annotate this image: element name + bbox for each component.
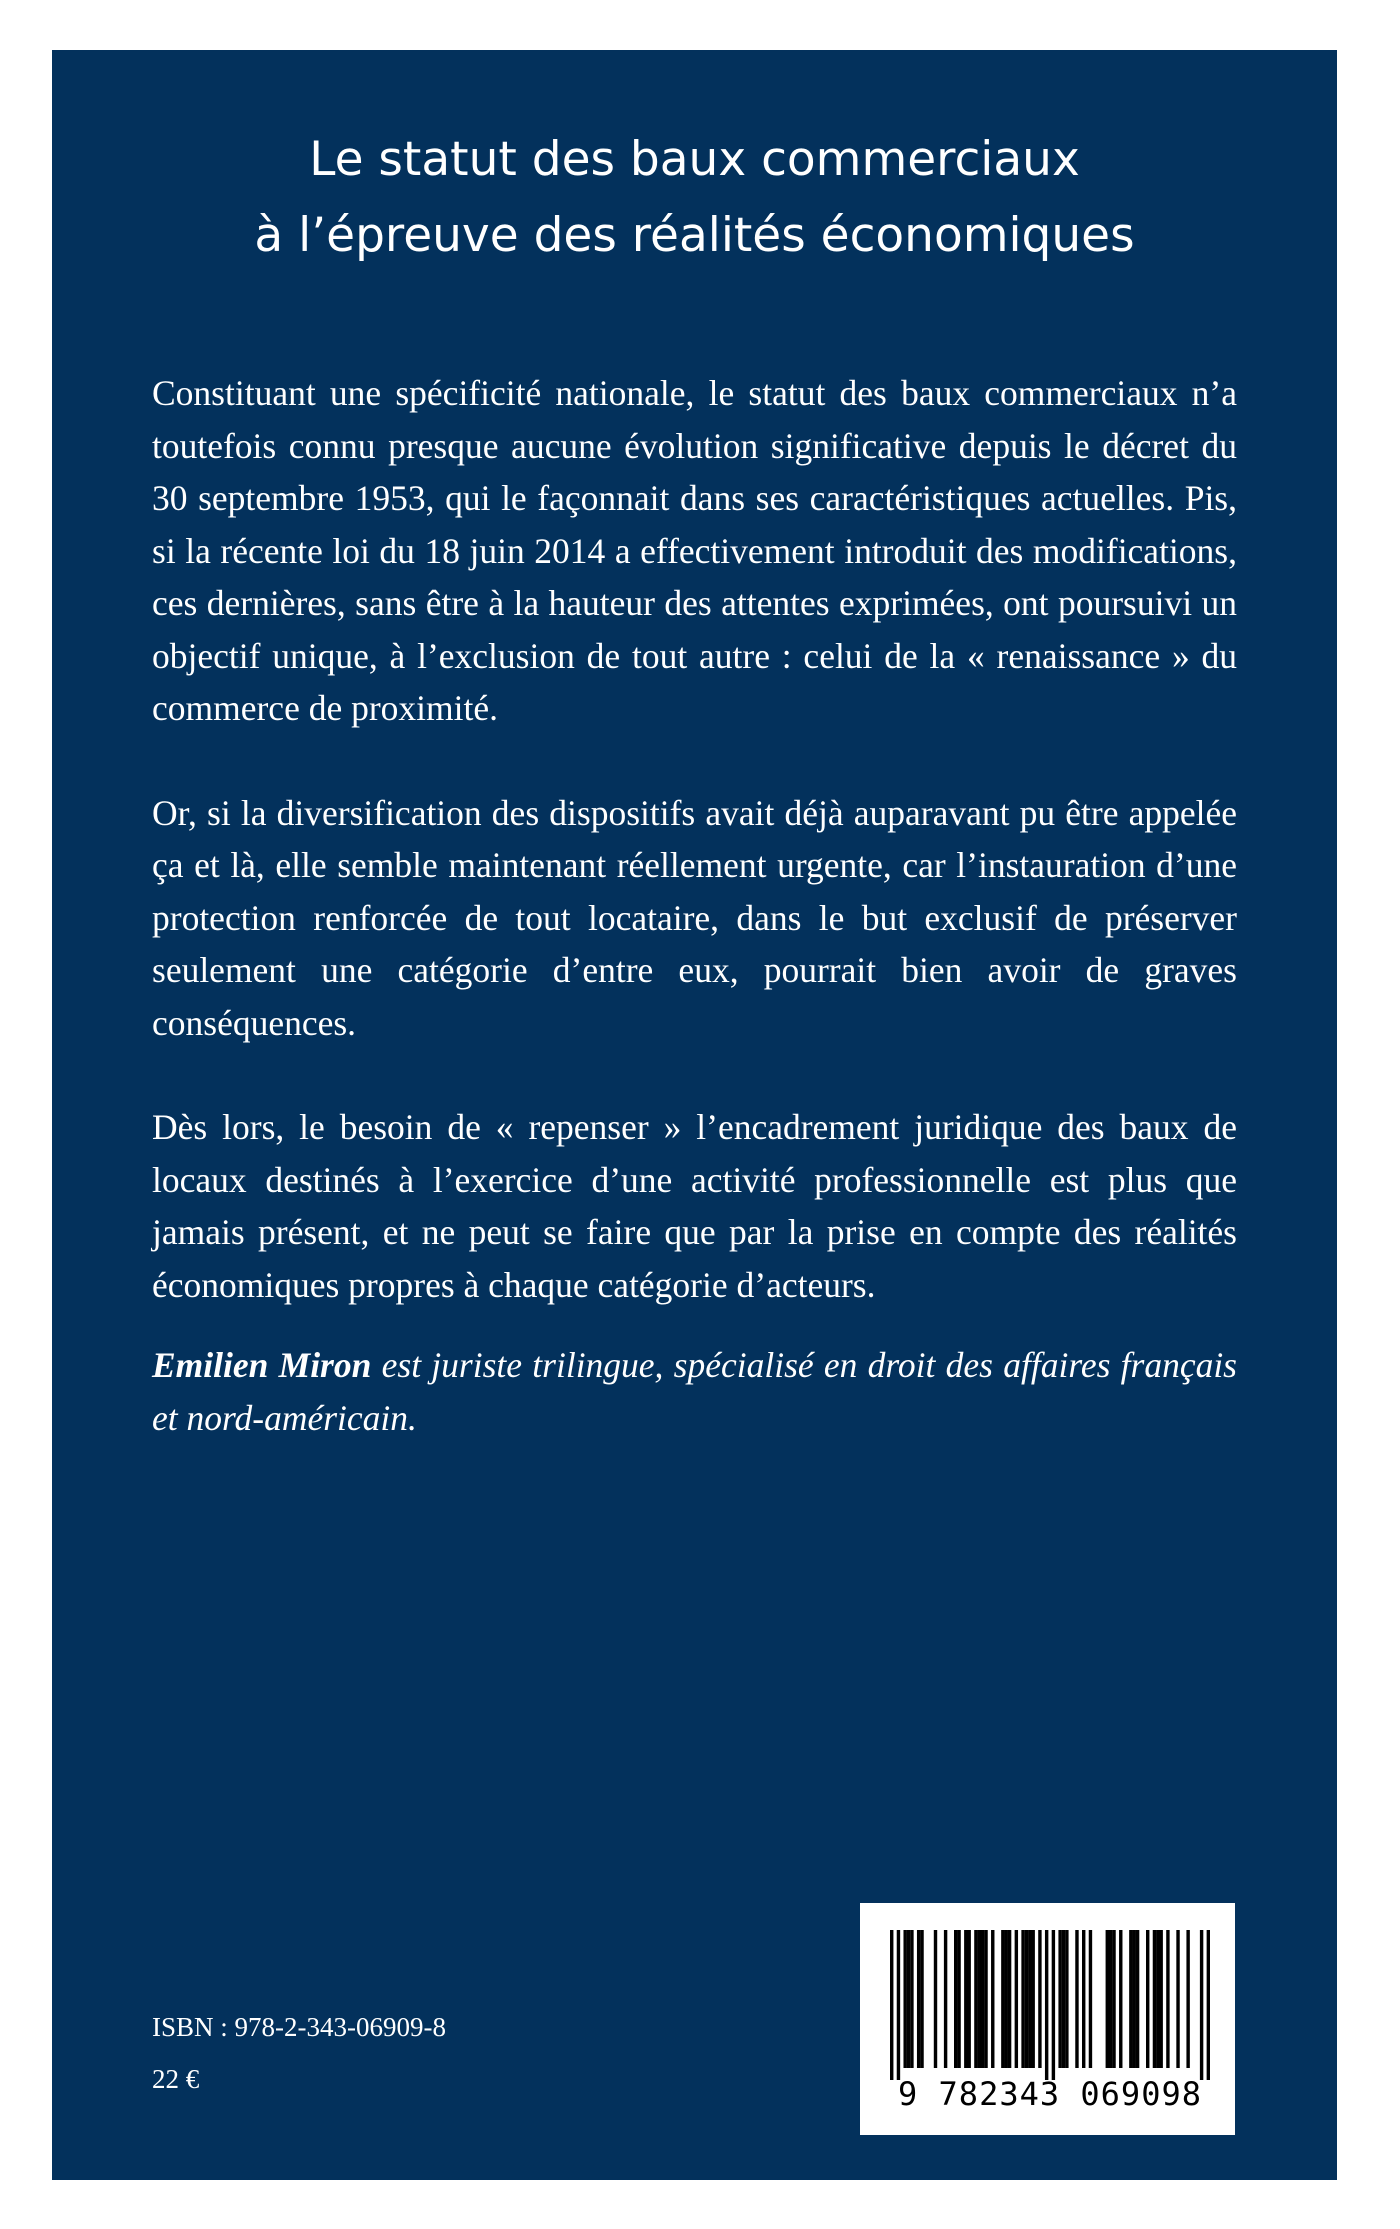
barcode-bar — [1021, 1930, 1024, 2068]
barcode-bar — [957, 1930, 960, 2068]
barcode-bar — [1062, 1930, 1065, 2068]
barcode-bar — [1207, 1930, 1210, 2080]
barcode-bar — [1133, 1930, 1136, 2068]
barcode-bar — [1112, 1930, 1115, 2068]
barcode-bar — [1200, 1930, 1203, 2080]
barcode-bar — [1052, 1930, 1055, 2080]
barcode-bar — [1156, 1930, 1159, 2068]
barcode-bar — [934, 1930, 937, 2068]
barcode-bar — [1045, 1930, 1048, 2080]
barcode-bar — [890, 1930, 893, 2080]
barcode-bar — [1001, 1930, 1004, 2068]
barcode-bar — [944, 1930, 947, 2068]
barcode-bar — [1186, 1930, 1189, 2068]
barcode-bar — [1146, 1930, 1149, 2068]
barcode-bar — [1176, 1930, 1179, 2068]
barcode-bar — [1008, 1930, 1011, 2068]
author-note — [152, 1339, 1237, 1444]
barcode — [860, 1903, 1235, 2135]
barcode-bar — [903, 1930, 906, 2068]
barcode-bar — [1031, 1930, 1034, 2068]
barcode-bar — [978, 1930, 981, 2068]
blurb-paragraph-1: Constituant une spécificité nationale, le statut des baux commerciaux n’a toutefois connu presque aucune évolution significative depuis le décret du 30 septembre 1953, qui le façonnait dans ses caractéristiques actuelles. Pis, si la récente loi du 18 juin 2014 a effectivement introduit des modifications, ces dernières, sans être à la hauteur des attentes exprimées, ont poursuivi un objectif unique, à l’exclusion de tout autre : celui de la « renaissance » du commerce de proximité. — [152, 373, 1237, 728]
barcode-bar — [1075, 1930, 1078, 2068]
barcode-bar — [1109, 1930, 1112, 2068]
book-title — [52, 122, 1337, 274]
blurb-paragraph-3: Dès lors, le besoin de « repenser » l’encadrement juridique des baux de locaux destinés à l’exercice d’une activité professionnelle est plus que jamais présent, et ne peut se faire que par la prise en compte des réalités économiques propres à chaque catégorie d’acteurs. — [152, 1107, 1237, 1305]
barcode-bar — [954, 1930, 957, 2068]
barcode-bar — [967, 1930, 970, 2068]
barcode-bar — [1166, 1930, 1169, 2068]
barcode-bar — [981, 1930, 984, 2068]
barcode-bar — [991, 1930, 994, 2068]
barcode-bar — [1153, 1930, 1156, 2068]
barcode-bar — [964, 1930, 967, 2068]
barcode-bar — [1082, 1930, 1085, 2068]
barcode-bar — [907, 1930, 910, 2068]
barcode-bar — [917, 1930, 920, 2068]
barcode-bar — [1119, 1930, 1122, 2068]
barcode-bar — [1025, 1930, 1028, 2068]
barcode-bar — [1028, 1930, 1031, 2068]
price: 22 € — [152, 2064, 200, 2094]
barcode-bar — [1136, 1930, 1139, 2068]
back-cover — [52, 50, 1337, 2180]
barcode-bar — [1089, 1930, 1092, 2068]
barcode-bar — [910, 1930, 913, 2068]
barcode-bar — [1015, 1930, 1018, 2068]
barcode-bar — [1005, 1930, 1008, 2068]
barcode-bar — [1038, 1930, 1041, 2068]
author-name: Emilien Miron — [152, 1345, 372, 1385]
barcode-bar — [1106, 1930, 1109, 2068]
barcode-bar — [1129, 1930, 1132, 2068]
barcode-bar — [974, 1930, 977, 2068]
barcode-bar — [897, 1930, 900, 2080]
barcode-bar — [1058, 1930, 1061, 2068]
barcode-bar — [920, 1930, 923, 2068]
barcode-bars — [890, 1930, 1210, 2080]
barcode-digits: 9 782343 069098 — [898, 2075, 1202, 2113]
barcode-bar — [1159, 1930, 1162, 2068]
author-description: est juriste trilingue, spécialisé en droit des affaires français et nord-américain. — [152, 1345, 1237, 1438]
barcode-bar — [1065, 1930, 1068, 2068]
barcode-bar — [984, 1930, 987, 2068]
blurb — [152, 367, 1237, 1496]
title-line-2: à l’épreuve des réalités économiques — [254, 208, 1135, 263]
isbn: ISBN : 978-2-343-06909-8 — [152, 2012, 446, 2042]
blurb-paragraph-2: Or, si la diversification des dispositifs avait déjà auparavant pu être appelée ça et là, elle semble maintenant réellement urgente, car l’instauration d’une protection renforcée de tout locataire, dans le but exclusif de préserver seulement une catégorie d’entre eux, pourrait bien avoir de graves conséquences. — [152, 792, 1237, 1043]
title-line-1: Le statut des baux commerciaux — [309, 132, 1080, 187]
